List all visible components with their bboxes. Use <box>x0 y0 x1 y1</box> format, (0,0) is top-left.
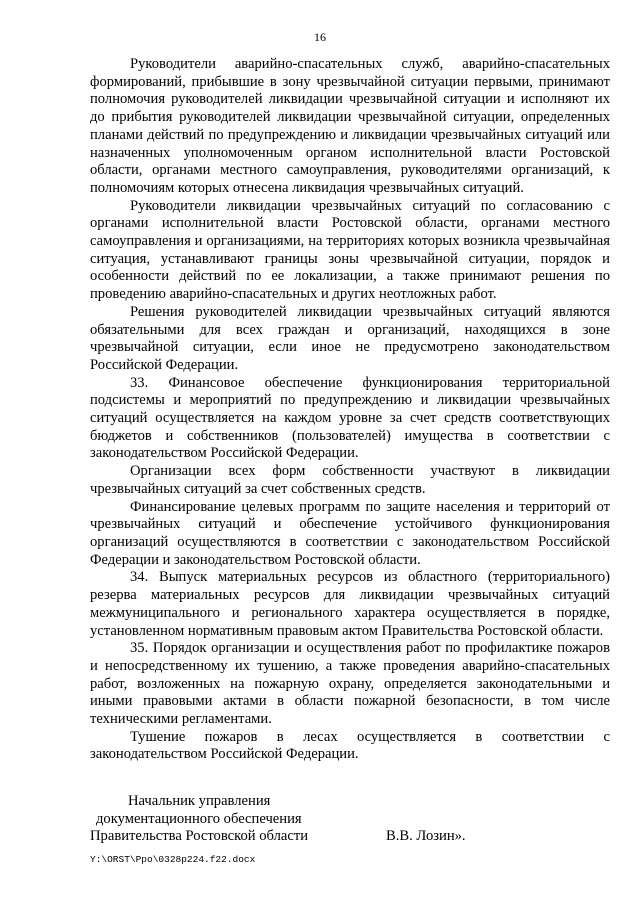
document-body <box>90 56 610 764</box>
signature-title-line2: документационного обеспечения <box>96 810 302 827</box>
file-path: Y:\ORST\Ppo\0328p224.f22.docx <box>90 854 256 865</box>
paragraph: Руководители ликвидации чрезвычайных ситуаций по согласованию с органами исполнительной власти Ростовской области, органами местного самоуправления и организациями, на территориях которых возникла чрезвычайная ситуация, устанавливают границы зоны чрезвычайной ситуации, порядок и особенности действий по ее локализации, а также принимают решения по проведению аварийно-спасательных и других неотложных работ. <box>90 197 610 303</box>
page-number: 16 <box>314 30 326 44</box>
paragraph: Финансирование целевых программ по защите населения и территорий от чрезвычайных ситуаций и обеспечение устойчивого функционирования организаций осуществляются в соответствии с законодательством Российской Федерации и законодательством Ростовской области. <box>90 498 610 568</box>
paragraph: Тушение пожаров в лесах осуществляется в соответствии с законодательством Российской Федерации. <box>90 728 610 763</box>
paragraph: Организации всех форм собственности участвуют в ликвидации чрезвычайных ситуаций за счет собственных средств. <box>90 463 610 497</box>
signature-title-line1: Начальник управления <box>128 793 271 809</box>
signature-organization: Правительства Ростовской области <box>90 828 309 845</box>
signatory-name: В.В. Лозин». <box>386 828 466 845</box>
paragraph-item-33: 33. Финансовое обеспечение функционирования территориальной подсистемы и мероприятий по предупреждению и ликвидации чрезвычайных ситуаций осуществляется на каждом уровне за счет средств соответствующих бюджетов и собственников (пользователей) имущества в соответствии с законодательством Российской Федерации. <box>90 374 610 462</box>
signature-block <box>90 793 610 846</box>
paragraph: Решения руководителей ликвидации чрезвычайных ситуаций являются обязательными для всех граждан и организаций, находящихся в зоне чрезвычайной ситуации, если иное не предусмотрено законодательством Российской Федерации. <box>90 303 610 373</box>
paragraph: Руководители аварийно-спасательных служб, аварийно-спасательных формирований, прибывшие в зону чрезвычайной ситуации первыми, принимают полномочия руководителей ликвидации чрезвычайной ситуации и исполняют их до прибытия руководителей ликвидации чрезвычайной ситуации, определенных планами действий по предупреждению и ликвидации чрезвычайных ситуаций или назначенных уполномоченным органом исполнительной власти Ростовской области, органами местного самоуправления, руководителями организаций, к полномочиям которых отнесена ликвидация чрезвычайных ситуаций. <box>90 56 610 196</box>
paragraph-item-34: 34. Выпуск материальных ресурсов из областного (территориального) резерва материальных ресурсов для ликвидации чрезвычайных ситуаций межмуниципального и регионального характера осуществляется в порядке, установленном нормативным правовым актом Правительства Ростовской области. <box>90 569 610 639</box>
signature-title-line3 <box>90 828 610 846</box>
paragraph-item-35: 35. Порядок организации и осуществления работ по профилактике пожаров и непосредственному их тушению, а также проведения аварийно-спасательных работ, возложенных на пожарную охрану, определяется законодательными и иными правовыми актами в области пожарной безопасности, в том числе техническими регламентами. <box>90 640 610 728</box>
